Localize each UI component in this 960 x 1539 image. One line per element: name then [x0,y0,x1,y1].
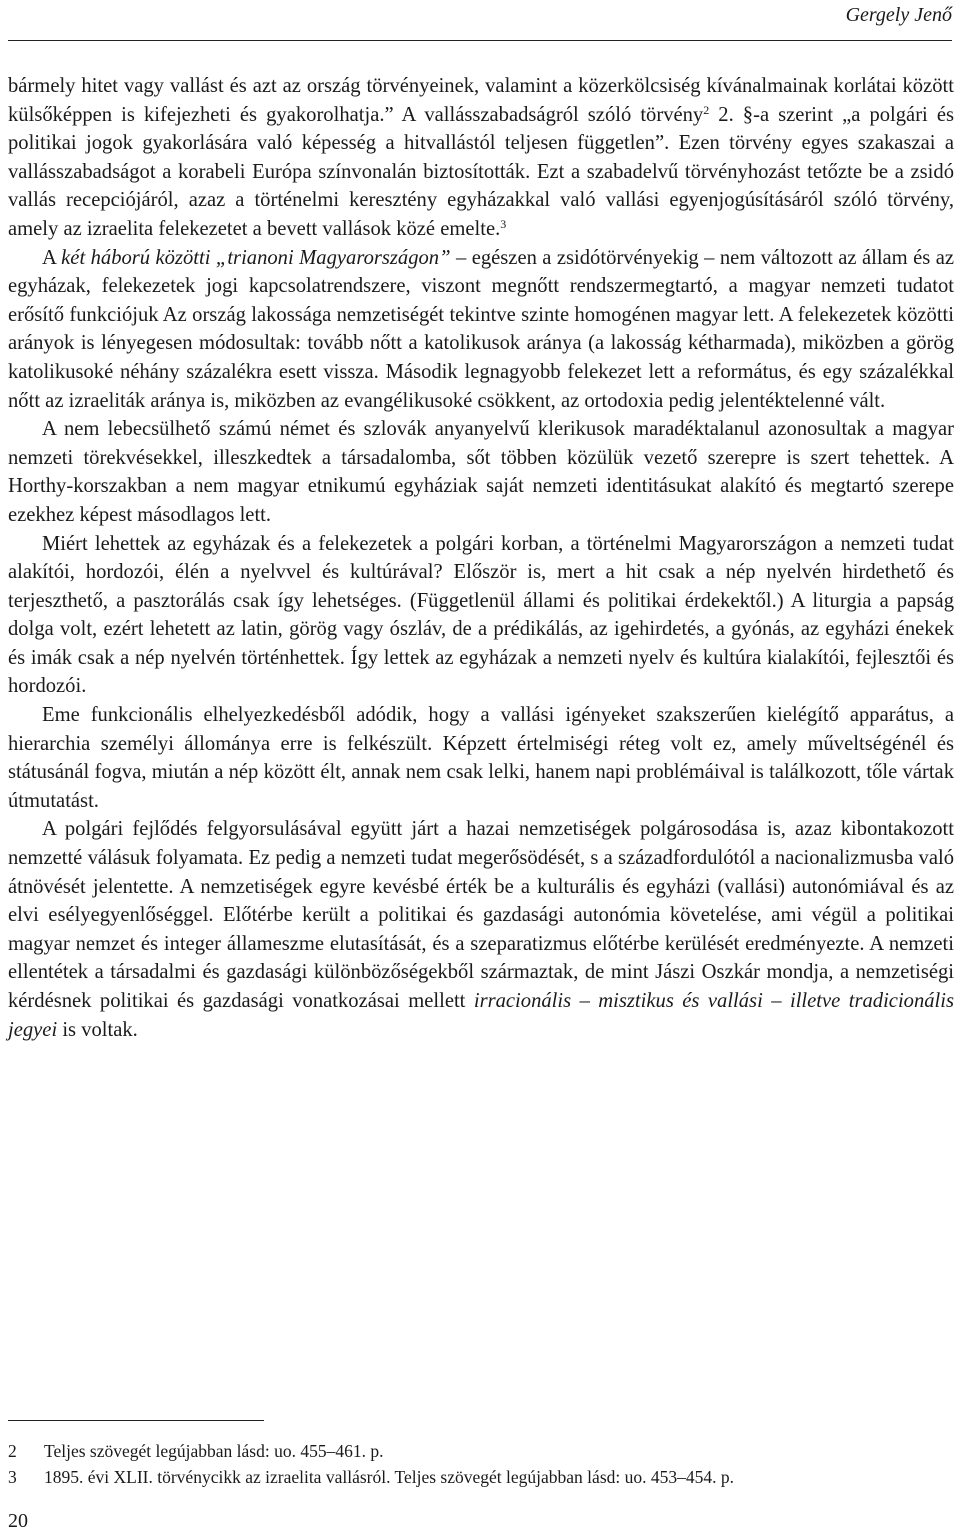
paragraph-3: A nem lebecsülhető számú német és szlovák anyanyelvű klerikusok maradéktalanul azonosultak a magyar nemzeti törekvésekkel, illeszkedtek a társadalomba, sőt többen közülük vezető szerepre is szert tehettek. A Horthy-korszakban a nem magyar etnikumú egyháziak saját nemzeti identitásukat alakító és megtartó szerepe ezekhez képest másodlagos lett. [8,418,954,526]
paragraph-6-text-a: A polgári fejlődés felgyorsulásával együtt járt a hazai nemzetiségek polgárosodása is, azaz kibontakozott nemzetté válásuk folyamata. Ez pedig a nemzeti tudat megerősödését, s a századfordulótól a nacionalizmusba való átnövését jelentette. A nemzetiségek egyre kevésbé érték be a kulturális és egyházi (vallási) autonómiával és az elvi esélyegyenlőséggel. Előtérbe került a politikai és gazdasági autonómia követelése, ami végül a politikai magyar nemzet és integer állameszme elutasítását, és a szeparatizmus előtérbe kerülését eredményezte. A nemzeti ellentétek a társadalmi és gazdasági különbözőségekből származtak, de mint Jászi Oszkár mondja, a nemzetiségi kérdésnek politikai és gazdasági vonatkozásai mellett [8,818,954,1012]
paragraph-6-italic: irracionális – misztikus és vallási – illetve tradicionális jegyei [8,990,955,1041]
body-text [8,72,954,1044]
paragraph-1 [8,72,954,244]
footnote-number: 3 [8,1467,17,1487]
paragraph-2-italic: két háború közötti „trianoni Magyarországon” [61,246,451,269]
running-header-author: Gergely Jenő [845,4,952,26]
paragraph-4: Miért lehettek az egyházak és a felekezetek a polgári korban, a történelmi Magyarországon a nemzeti tudat alakítói, hordozói, élén a nyelvvel és kultúrával? Először is, mert a hit csak a nép nyelvén hirdethető és terjeszthető, a pasztorálás csak így lehetséges. (Függetlenül állami és politikai érdekektől.) A liturgia a papság dolga volt, ezért lehetett az latin, görög vagy ószláv, de a prédikálás, az igehirdetés, a gyónás, az egyházi énekek és imák csak a nép nyelvén történhettek. Így lettek az egyházak a nemzeti nyelv és kultúra kialakítói, fejlesztői és hordozói. [8,532,954,698]
paragraph-6 [8,815,954,1044]
header-rule [8,40,952,41]
paragraph-1-text-a: bármely hitet vagy vallást és azt az ország törvényeinek, valamint a közerkölcsiség kívánalmainak korlátai között külsőképpen is kifejezheti és gyakorolhatja.” A vallásszabadságról szóló törvény [8,75,954,126]
footnote-3 [8,1464,948,1490]
footnote-number: 2 [8,1441,17,1461]
footnote-text: 1895. évi XLII. törvénycikk az izraelita vallásról. Teljes szövegét legújabban lásd: uo. 453–454. p. [44,1467,734,1487]
paragraph-6-text-b: is voltak. [57,1018,138,1041]
paragraph-1-text-b: 2. §-a szerint „a polgári és politikai jogok gyakorlására való képesség a hitvallástól teljesen független”. Ezen törvény egyes szakaszai a vallásszabadságot a korabeli Európa színvonalán biztosították. Ezt a szabadelvű törvényhozást tetőzte be a zsidó vallás recepciójáról, azaz a történelmi keresztény egyházakkal való vallási egyenjogúsításáról szóló törvény, amely az izraelita felekezetet a bevett vallások közé emelte. [8,103,954,240]
footnote-ref-2[interactable]: 2 [703,102,710,117]
footnotes [8,1438,948,1490]
footnote-text: Teljes szövegét legújabban lásd: uo. 455–461. p. [44,1441,384,1461]
paragraph-5: Eme funkcionális elhelyezkedésből adódik, hogy a vallási igényeket szakszerűen kielégítő apparátus, a hierarchia személyi állománya erre is felkészült. Képzett értelmiségi réteg volt ez, amely műveltségénél és státusánál fogva, miután a nép között élt, annak nem csak lelki, hanem napi problémáival is találkozott, tőle vártak útmutatást. [8,704,954,812]
paragraph-2 [8,244,954,416]
footnote-2 [8,1438,948,1464]
paragraph-2-text-a: A [42,246,62,269]
page-number: 20 [8,1510,28,1532]
paragraph-2-text-b: – egészen a zsidótörvényekig – nem változott az állam és az egyházak, felekezetek jogi kapcsolatrendszere, viszont megnőtt rendszermegtartó, a magyar nemzeti tudatot erősítő funkciójuk Az ország lakossága nemzetiségét tekintve szinte homogénen magyar lett. A felekezetek közötti arányok is lényegesen módosultak: tovább nőtt a katolikusok aránya (a lakosság kétharmada), miközben a görög katolikusoké néhány százalékra esett vissza. Második legnagyobb felekezet lett a református, és egy százalékkal nőtt az izraeliták aránya is, miközben az evangélikusoké csökkent, az ortodoxia pedig jelentéktelenné vált. [8,246,954,412]
footnote-ref-3[interactable]: 3 [500,216,507,231]
footnote-rule [8,1420,264,1421]
